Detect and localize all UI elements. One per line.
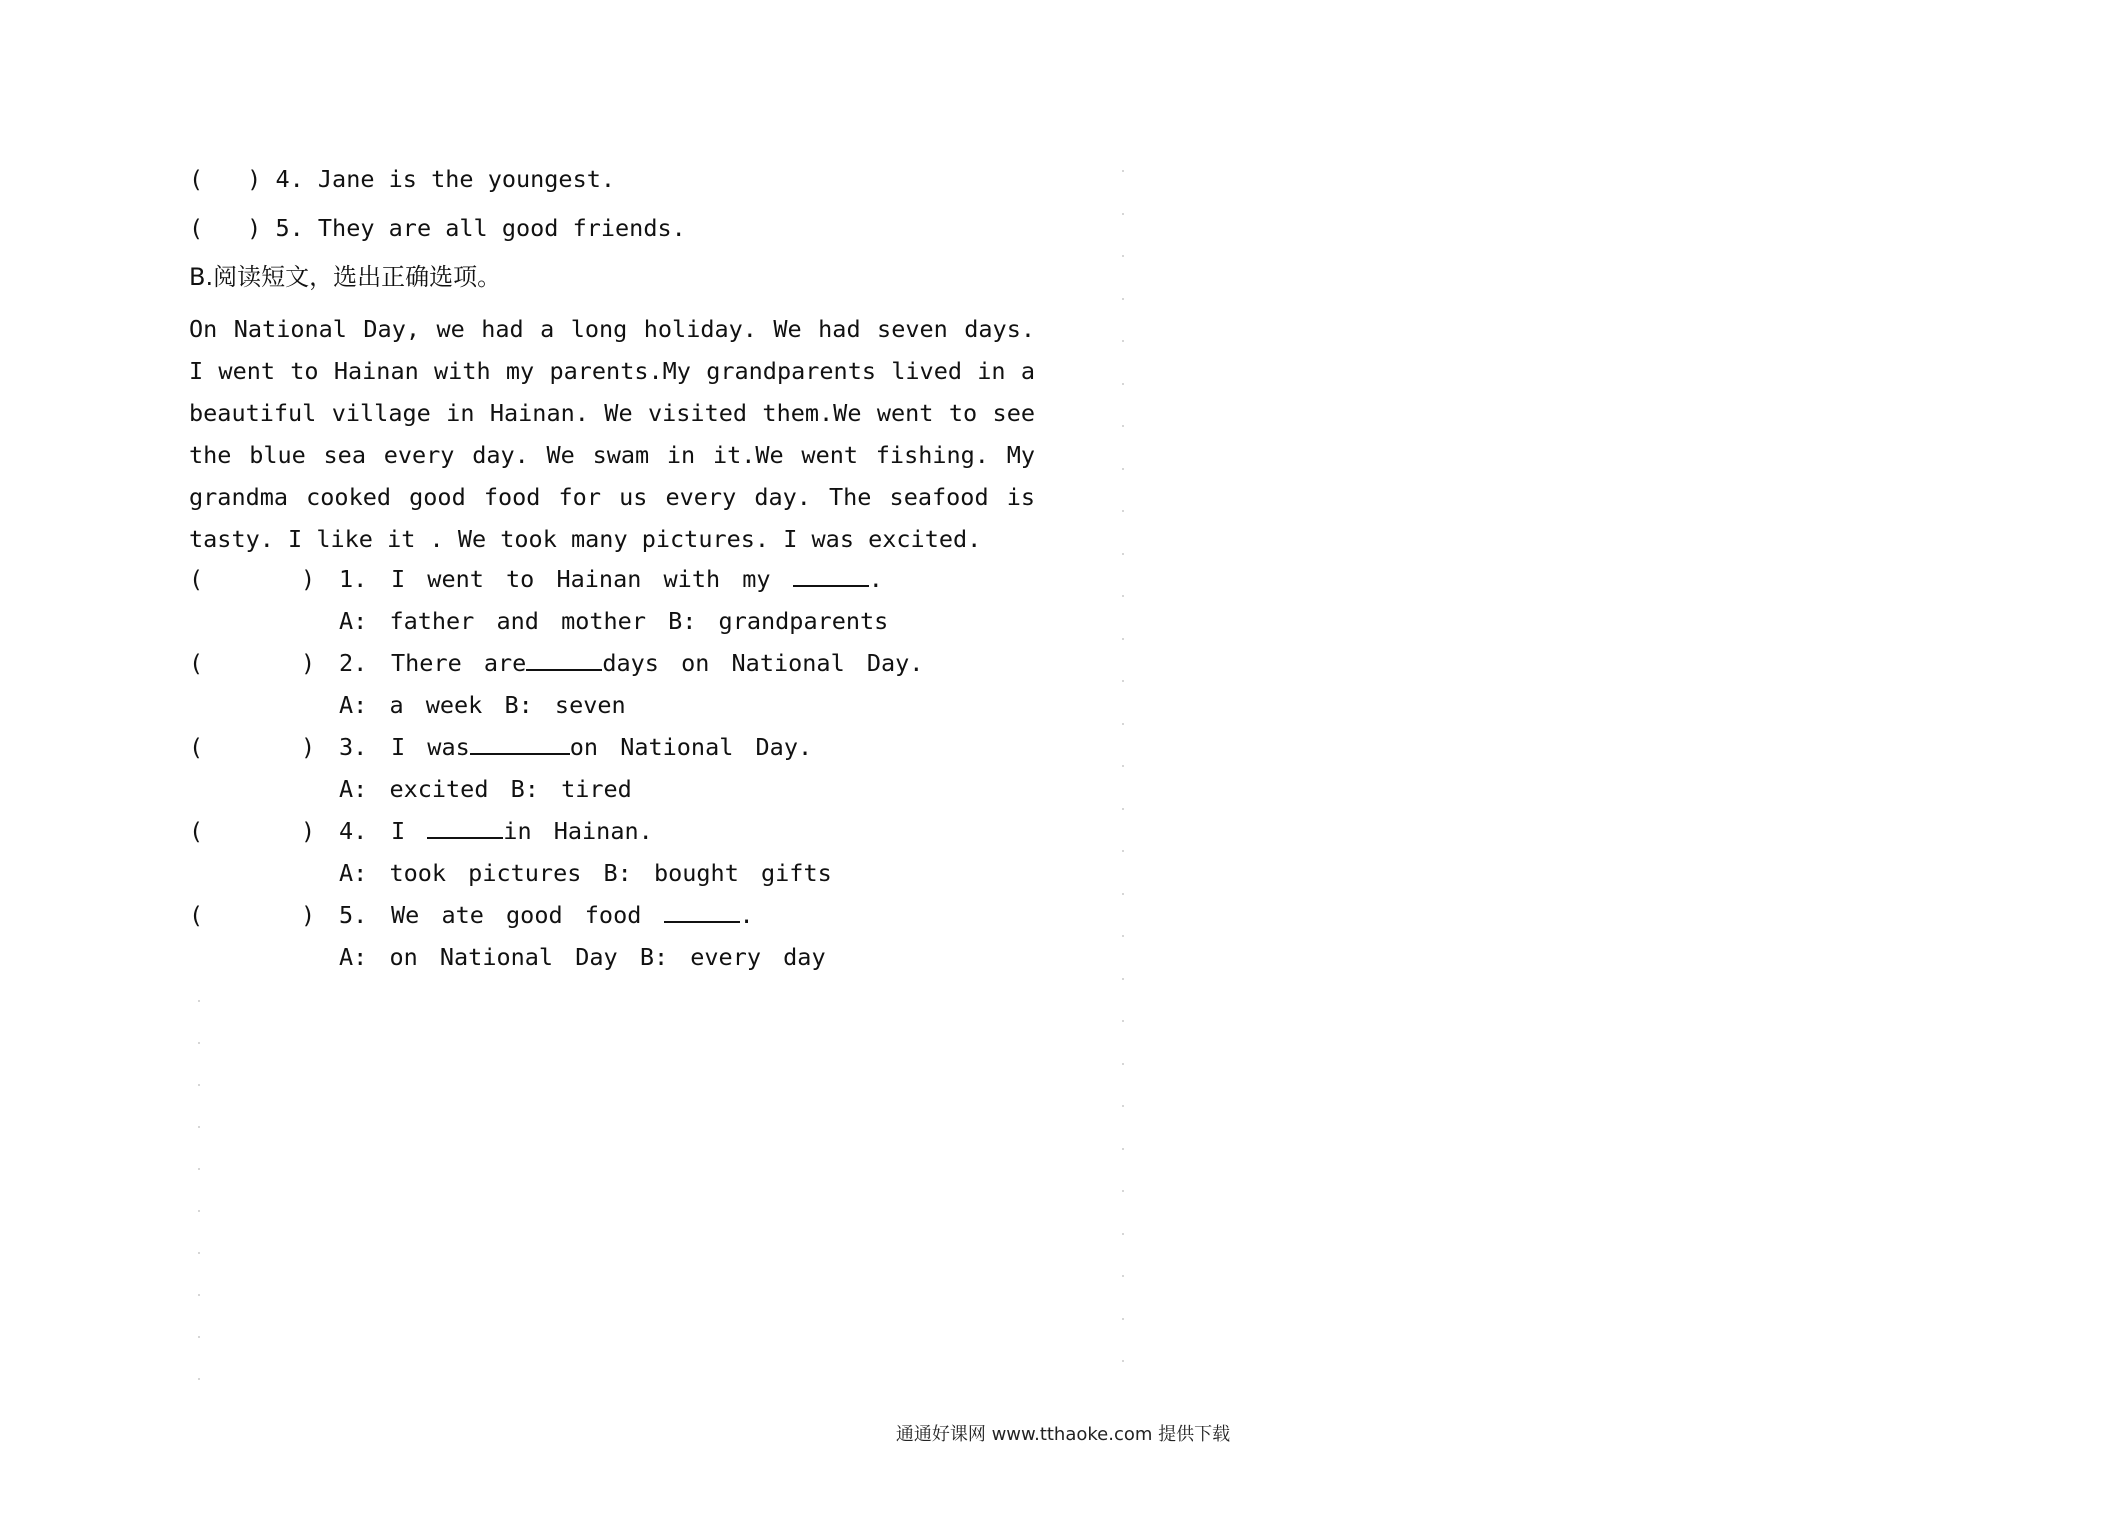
answer-blank: [427, 815, 503, 839]
guide-dot: [198, 1252, 200, 1254]
guide-dot: [1122, 1063, 1124, 1065]
guide-dot: [1122, 978, 1124, 980]
guide-dot: [198, 1042, 200, 1044]
guide-dot: [1122, 850, 1124, 852]
guide-dot: [1122, 510, 1124, 512]
guide-dot: [1122, 1020, 1124, 1022]
guide-dot: [1122, 680, 1124, 682]
guide-dot: [1122, 808, 1124, 810]
reading-passage: [189, 308, 1035, 560]
item-text: 4. Jane is the youngest.: [275, 165, 616, 193]
answer-paren-close: ): [247, 165, 262, 193]
guide-dot: [1122, 170, 1124, 172]
guide-dot: [1122, 765, 1124, 767]
guide-dot: [198, 1378, 200, 1380]
guide-dot: [1122, 1105, 1124, 1107]
guide-dot: [198, 1168, 200, 1170]
answer-paren: (: [189, 165, 204, 193]
top-item-4: [189, 164, 615, 194]
guide-dot: [1122, 213, 1124, 215]
guide-dot: [1122, 1318, 1124, 1320]
item-text: 5. They are all good friends.: [275, 214, 686, 242]
answer-paren-close: ): [247, 214, 262, 242]
guide-dot: [1122, 1148, 1124, 1150]
guide-dot: [1122, 1233, 1124, 1235]
guide-dot: [1122, 638, 1124, 640]
passage-text: On National Day, we had a long holiday. We had seven days. I went to Hainan with my parents.My grandparents lived in a beautiful village in Hainan. We visited them.We went to see the blue sea every day. We swam in it.We went fishing. My grandma cooked good food for us every day. The seafood is tasty. I like it . We took many pictures. I was excited.: [189, 315, 1035, 553]
guide-dot: [1122, 1275, 1124, 1277]
answer-blank: [793, 563, 869, 587]
guide-dot: [198, 1336, 200, 1338]
guide-dot: [1122, 383, 1124, 385]
guide-dot: [1122, 893, 1124, 895]
guide-dot: [198, 1126, 200, 1128]
page-footer: 通通好课网 www.tthaoke.com 提供下载: [895, 1424, 1231, 1445]
section-b-heading: B.阅读短文，选出正确选项。: [189, 263, 502, 291]
guide-dot: [1122, 1190, 1124, 1192]
top-item-5: [189, 213, 686, 243]
guide-dot: [1122, 255, 1124, 257]
guide-dot: [1122, 553, 1124, 555]
answer-blank: [470, 731, 570, 755]
guide-dot: [1122, 935, 1124, 937]
guide-dot: [1122, 298, 1124, 300]
guide-dot: [1122, 468, 1124, 470]
answer-blank: [664, 899, 740, 923]
guide-dot: [198, 1084, 200, 1086]
guide-dot: [198, 1000, 200, 1002]
guide-dot: [1122, 340, 1124, 342]
guide-dot: [198, 1210, 200, 1212]
guide-dot: [1122, 425, 1124, 427]
guide-dot: [1122, 1360, 1124, 1362]
answer-paren: (: [189, 214, 204, 242]
answer-blank: [526, 647, 602, 671]
guide-dot: [198, 1294, 200, 1296]
guide-dot: [1122, 723, 1124, 725]
guide-dot: [1122, 595, 1124, 597]
